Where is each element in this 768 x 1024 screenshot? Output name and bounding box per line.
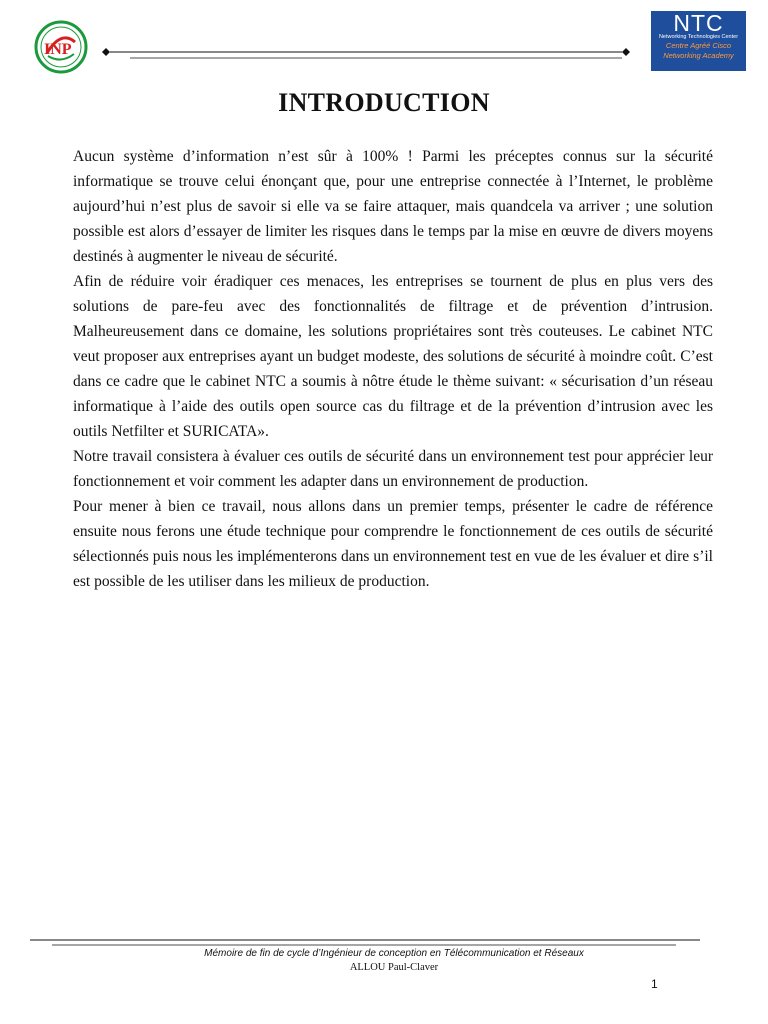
ntc-logo-line2: Networking Academy — [663, 51, 734, 60]
inp-logo — [34, 20, 88, 74]
header-divider — [102, 45, 630, 59]
ntc-logo — [651, 11, 746, 71]
paragraph-1: Aucun système d’information n’est sûr à 100% ! Parmi les préceptes connus sur la sécurité informatique se trouve celui énonçant que, pour une entreprise connectée à l’Internet, le problème aujourd’hui n’est plus de savoir si elle va se faire attaquer, mais quandcela va arriver ; une solution possible est alors d’essayer de limiter les risques dans le temps par la mise en œuvre de divers moyens destinés à augmenter le niveau de sécurité. — [73, 148, 713, 265]
ntc-logo-subtitle: Networking Technologies Center — [658, 34, 739, 40]
inp-logo-text: INP — [44, 41, 72, 58]
document-body — [73, 144, 713, 594]
paragraph-4: Pour mener à bien ce travail, nous allons dans un premier temps, présenter le cadre de référence ensuite nous ferons une étude technique pour comprendre le fonctionnement de ces outils de sécurité sélectionnés puis nous les implémenterons dans un environnement test en vue de les évaluer et dire s’il est possible de les utiliser dans les milieux de production. — [73, 498, 713, 590]
footer-author: ALLOU Paul-Claver — [349, 962, 439, 973]
paragraph-3: Notre travail consistera à évaluer ces outils de sécurité dans un environnement test pour apprécier leur fonctionnement et voir comment les adapter dans un environnement de production. — [73, 448, 713, 490]
ntc-logo-title: NTC — [673, 11, 724, 36]
page-number: 1 — [651, 977, 658, 991]
paragraph-2: Afin de réduire voir éradiquer ces menaces, les entreprises se tournent de plus en plus vers des solutions de pare-feu avec des fonctionnalités de filtrage et de prévention d’intrusion. Malheureusement dans ce domaine, les solutions propriétaires sont très couteuses. Le cabinet NTC veut proposer aux entreprises ayant un budget modeste, des solutions de sécurité à moindre coût. C’est dans ce cadre que le cabinet NTC a soumis à nôtre étude le thème suivant: « sécurisation d’un réseau informatique à l’aide des outils open source cas du filtrage et de la prévention d’intrusion avec les outils Netfilter et SURICATA». — [73, 273, 713, 440]
ntc-logo-line1: Centre Agréé Cisco — [665, 41, 732, 50]
inp-logo-emblem — [34, 20, 88, 74]
footer-divider — [30, 939, 700, 947]
footer-thesis-title: Mémoire de fin de cycle d’Ingénieur de conception en Télécommunication et Réseaux — [204, 948, 584, 959]
page-title: INTRODUCTION — [278, 88, 490, 117]
